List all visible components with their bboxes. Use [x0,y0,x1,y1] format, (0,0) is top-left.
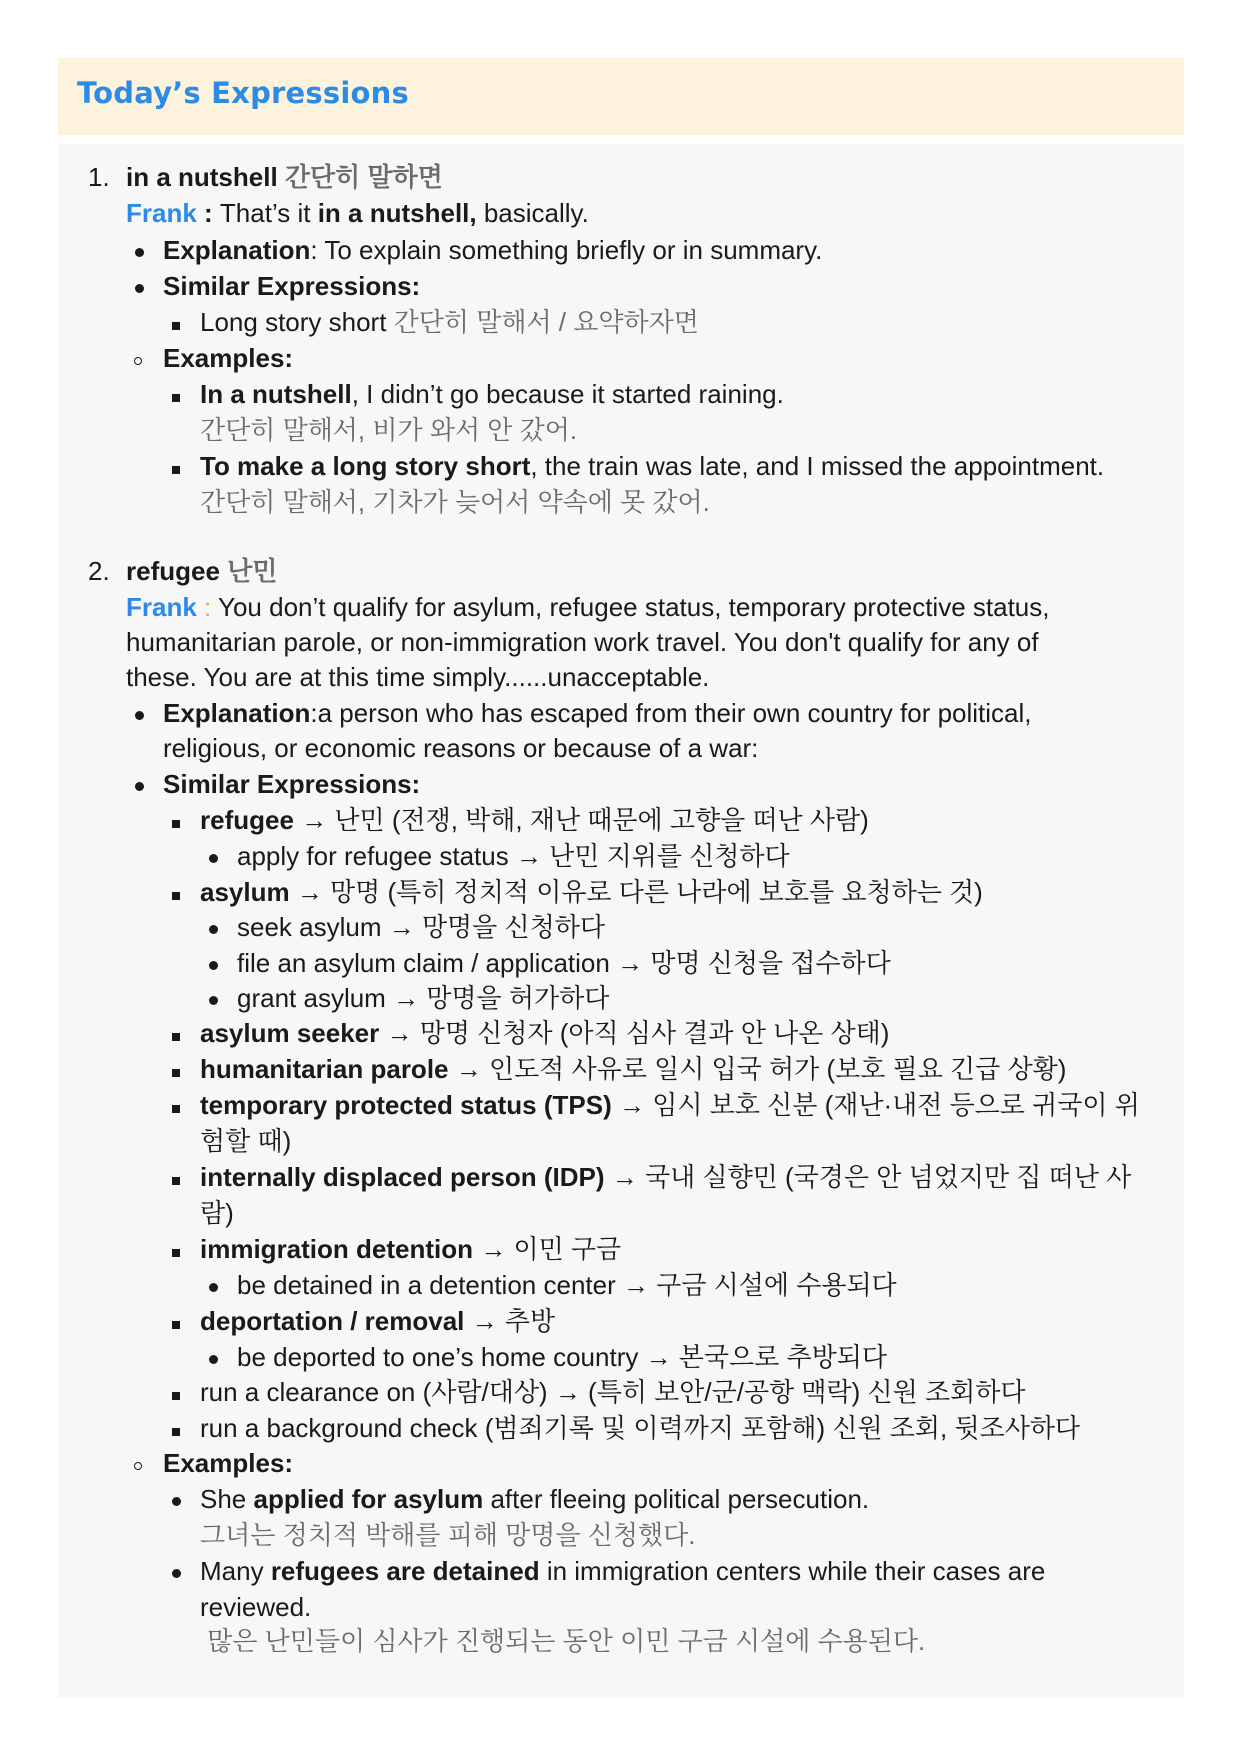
similar-label: Similar Expressions: [163,769,421,799]
sub-item: be deported to one’s home country → 본국으로 추방되다 [237,1342,887,1372]
explanation [163,696,1032,730]
similar-item-meaning: → 망명 신청자 (아직 심사 결과 안 나온 상태) [379,1018,890,1048]
similar-item-meaning: → 망명 (특히 정치적 이유로 다른 나라에 보호를 요청하는 것) [289,877,983,907]
bullet-dot-icon [135,782,144,791]
similar-item [200,1160,1131,1194]
example-text: , I didn’t go because it started raining. [351,379,784,409]
similar-item-meaning: 람) [200,1198,234,1228]
bullet-square-icon [172,394,180,402]
similar-item: run a clearance on (사람/대상) → (특히 보안/군/공항 맥락) 신원 조회하다 [200,1377,1026,1407]
bullet-square-icon [172,1069,180,1077]
bullet-square-icon [172,1428,180,1436]
quote-highlight: in a nutshell, [317,198,477,228]
dialogue-line [126,590,1049,624]
quote-text: humanitarian parole, or non-immigration work travel. You don't qualify for any of [126,627,1039,657]
similar-item-term: humanitarian parole [200,1054,449,1084]
example-translation: 많은 난민들이 심사가 진행되는 동안 이민 구금 시설에 수용된다. [200,1626,926,1656]
speaker-separator: : [196,592,219,622]
bullet-dot-icon [172,1569,181,1578]
quote-text: these. You are at this time simply......unacceptable. [126,662,710,692]
similar-item-meaning: → 국내 실향민 (국경은 안 넘었지만 집 떠난 사 [604,1162,1132,1192]
example-text: reviewed. [200,1592,312,1622]
similar-item [200,305,699,339]
similar-item [200,1016,889,1050]
term-korean: 간단히 말하면 [284,162,443,192]
bullet-dot-icon [135,248,144,257]
example-text: She [200,1484,254,1514]
similar-item-meaning: → 추방 [464,1306,556,1336]
examples-label: Examples: [163,1448,294,1478]
dialogue-line [126,196,589,230]
example-sentence [200,449,1104,483]
speaker-name: Frank [126,198,197,228]
similar-item: run a background check (범죄기록 및 이력까지 포함해) 신원 조회, 뒷조사하다 [200,1413,1081,1443]
bullet-circle-icon [134,1462,142,1470]
term: refugee [126,556,220,586]
similar-label: Similar Expressions: [163,271,421,301]
example-translation: 간단히 말해서, 비가 와서 안 갔어. [200,415,578,445]
example-highlight: applied for asylum [253,1484,484,1514]
example-translation: 간단히 말해서, 기차가 늦어서 약속에 못 갔어. [200,487,710,517]
bullet-dot-icon [209,961,218,970]
speaker-name: Frank [126,592,197,622]
explanation-text: :a person who has escaped from their own country for political, [310,698,1032,728]
similar-item-term: refugee [200,805,294,835]
bullet-dot-icon [172,1497,181,1506]
bullet-square-icon [172,1249,180,1257]
quote-text: You don’t qualify for asylum, refugee status, temporary protective status, [218,592,1050,622]
sub-item: grant asylum → 망명을 허가하다 [237,983,610,1013]
explanation-text: : To explain something briefly or in summary. [310,235,823,265]
similar-item-term: temporary protected status (TPS) [200,1090,612,1120]
examples-label: Examples: [163,343,294,373]
bullet-circle-icon [134,357,142,365]
bullet-square-icon [172,1321,180,1329]
example-text: in immigration centers while their cases are [539,1556,1046,1586]
example-sentence [200,377,784,411]
similar-item-meaning: → 난민 (전쟁, 박해, 재난 때문에 고향을 떠난 사람) [293,805,869,835]
bullet-square-icon [172,1033,180,1041]
term-heading [126,554,277,588]
similar-item-term: deportation / removal [200,1306,465,1336]
explanation-label: Explanation [163,235,311,265]
similar-item-meaning: → 인도적 사유로 일시 입국 허가 (보호 필요 긴급 상황) [448,1054,1067,1084]
header-banner [58,58,1184,135]
bullet-dot-icon [209,1283,218,1292]
similar-item [200,1052,1066,1086]
bullet-dot-icon [209,996,218,1005]
bullet-dot-icon [135,284,144,293]
quote-text: That’s it [219,198,318,228]
similar-item [200,1088,1140,1122]
bullet-square-icon [172,1392,180,1400]
explanation [163,233,822,267]
section-number: 2. [88,556,110,586]
example-highlight: In a nutshell [200,379,352,409]
example-text: , the train was late, and I missed the appointment. [530,451,1105,481]
sub-item: file an asylum claim / application → 망명 신청을 접수하다 [237,948,891,978]
similar-item [200,803,869,837]
bullet-square-icon [172,466,180,474]
similar-item-meaning: → 임시 보호 신분 (재난·내전 등으로 귀국이 위 [611,1090,1140,1120]
bullet-dot-icon [209,925,218,934]
similar-item-term: immigration detention [200,1234,473,1264]
bullet-square-icon [172,892,180,900]
example-text: after fleeing political persecution. [483,1484,870,1514]
quote-text: basically. [476,198,589,228]
explanation-label: Explanation [163,698,311,728]
section-number: 1. [88,162,110,192]
similar-item-en: Long story short [200,307,394,337]
example-highlight: refugees are detained [270,1556,540,1586]
speaker-separator: : [196,198,220,228]
similar-item [200,1232,621,1266]
similar-item-meaning: 험할 때) [200,1126,292,1156]
term-heading [126,160,443,194]
similar-item [200,1304,555,1338]
bullet-square-icon [172,1105,180,1113]
sub-item: apply for refugee status → 난민 지위를 신청하다 [237,841,790,871]
page-title: Today’s Expressions [77,76,409,110]
explanation-text: religious, or economic reasons or because of a war: [163,733,759,763]
term-korean: 난민 [227,556,278,586]
sub-item: be detained in a detention center → 구금 시설에 수용되다 [237,1270,897,1300]
bullet-dot-icon [209,1355,218,1364]
sub-item: seek asylum → 망명을 신청하다 [237,912,605,942]
bullet-square-icon [172,322,180,330]
similar-item-term: asylum [200,877,290,907]
similar-item-term: asylum seeker [200,1018,380,1048]
example-highlight: To make a long story short [200,451,531,481]
example-sentence [200,1482,869,1516]
similar-item [200,875,983,909]
bullet-dot-icon [135,711,144,720]
example-sentence [200,1554,1045,1588]
similar-item-ko: 간단히 말해서 / 요약하자면 [393,307,699,337]
example-text: Many [200,1556,271,1586]
similar-item-term: internally displaced person (IDP) [200,1162,605,1192]
bullet-square-icon [172,820,180,828]
similar-item-meaning: → 이민 구금 [473,1234,622,1264]
example-translation: 그녀는 정치적 박해를 피해 망명을 신청했다. [200,1520,696,1550]
bullet-square-icon [172,1177,180,1185]
bullet-dot-icon [209,854,218,863]
term: in a nutshell [126,162,278,192]
